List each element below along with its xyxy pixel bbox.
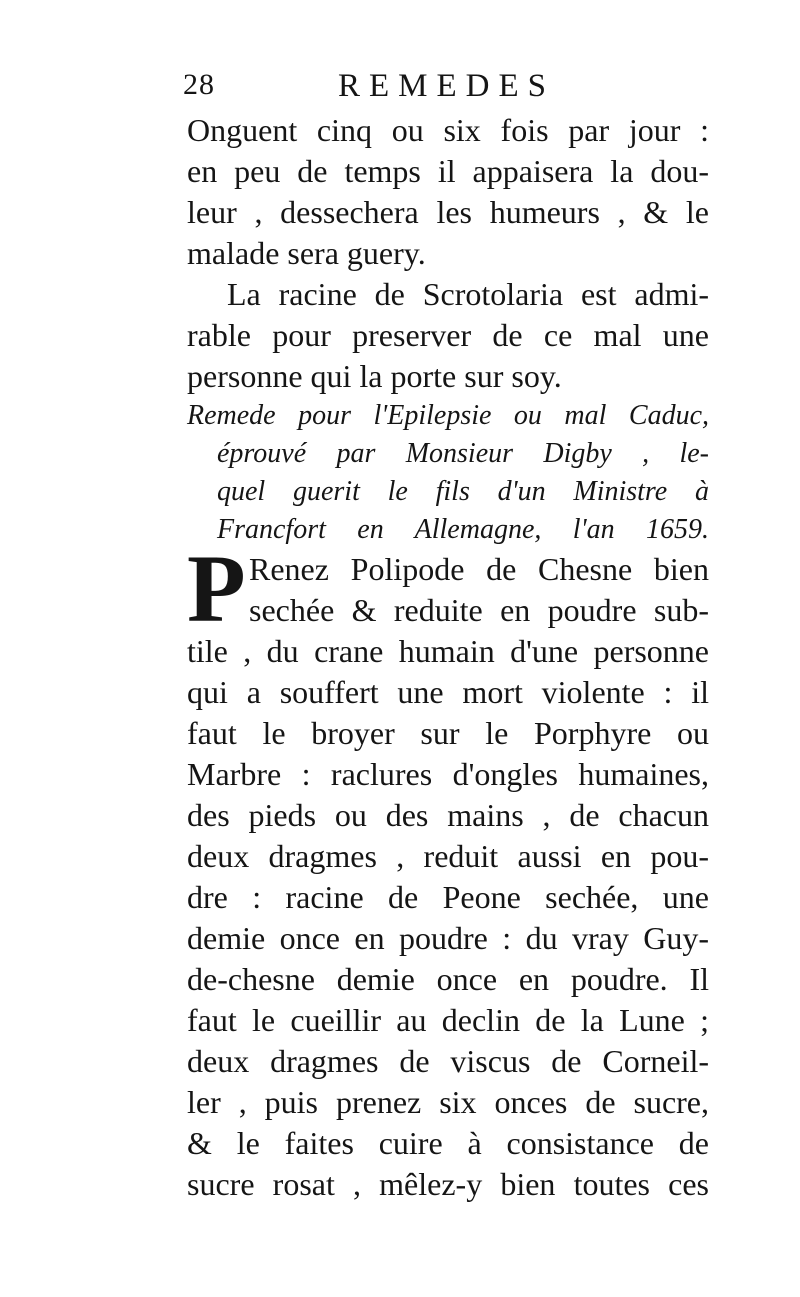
text-line: faut le cueillir au declin de la Lune ; (187, 1002, 709, 1038)
heading-line: éprouvé par Monsieur Digby , le- (217, 438, 709, 469)
text-line: demie once en poudre : du vray Guy- (187, 920, 709, 956)
heading-line: Francfort en Allemagne, l'an 1659. (217, 514, 709, 545)
heading-line: Remede pour l'Epilepsie ou mal Caduc, (187, 400, 709, 431)
text-line: faut le broyer sur le Porphyre ou (187, 715, 709, 751)
page-text (187, 110, 709, 1205)
text-line: rable pour preserver de ce mal une (187, 317, 709, 353)
paragraph-2 (187, 274, 709, 397)
text-line: leur , dessechera les humeurs , & le (187, 194, 709, 230)
page-number: 28 (183, 68, 215, 101)
text-line: ler , puis prenez six onces de sucre, (187, 1084, 709, 1120)
remedy-heading (187, 397, 709, 549)
text-line: sechée & reduite en poudre sub- (249, 592, 709, 628)
text-line: deux dragmes de viscus de Corneil- (187, 1043, 709, 1079)
paragraph-3 (187, 535, 709, 1205)
text-line: des pieds ou des mains , de chacun (187, 797, 709, 833)
text-line: dre : racine de Peone sechée, une (187, 879, 709, 915)
text-line: de-chesne demie once en poudre. Il (187, 961, 709, 997)
running-head: REMEDES (338, 68, 556, 104)
drop-cap: P (187, 535, 246, 642)
text-line: Renez Polipode de Chesne bien (249, 551, 709, 587)
text-line: qui a souffert une mort violente : il (187, 674, 709, 710)
text-line: deux dragmes , reduit aussi en pou- (187, 838, 709, 874)
text-line: personne qui la porte sur soy. (187, 358, 562, 394)
text-line: sucre rosat , mêlez-y bien toutes ces (187, 1166, 709, 1202)
text-line: La racine de Scrotolaria est admi- (227, 276, 709, 312)
text-line: tile , du crane humain d'une personne (187, 633, 709, 669)
text-line: en peu de temps il appaisera la dou- (187, 153, 709, 189)
paragraph-1 (187, 110, 709, 274)
page-header (183, 68, 713, 112)
text-line: & le faites cuire à consistance de (187, 1125, 709, 1161)
text-line: malade sera guery. (187, 235, 426, 271)
text-line: Marbre : raclures d'ongles humaines, (187, 756, 709, 792)
text-line: Onguent cinq ou six fois par jour : (187, 112, 709, 148)
heading-line: quel guerit le fils d'un Ministre à (217, 476, 709, 507)
